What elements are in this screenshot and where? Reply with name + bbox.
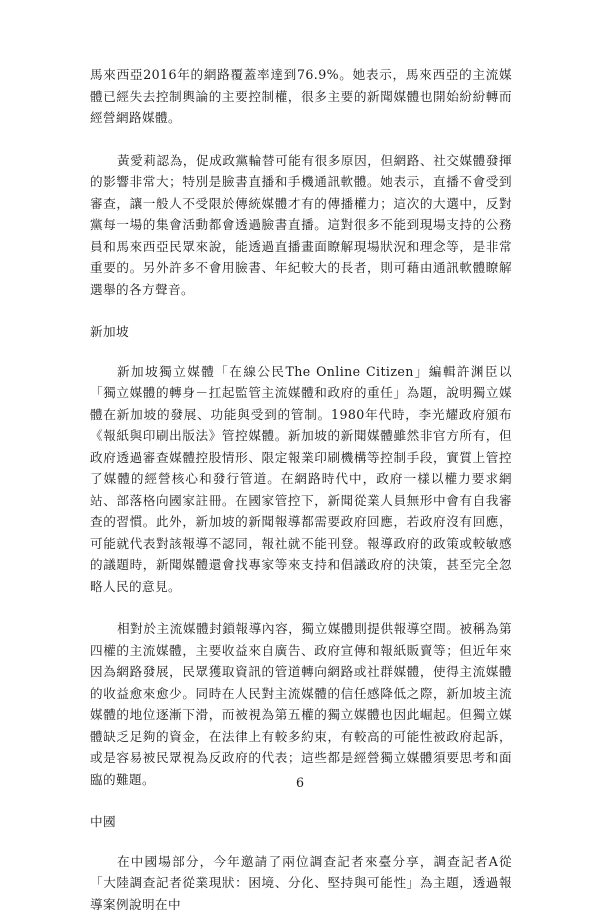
paragraph-singapore-independent-media: 相對於主流媒體封鎖報導內容，獨立媒體則提供報導空間。被稱為第四權的主流媒體，主要收益來自廣告、政府宣傳和報紙販賣等；但近年來因為網路發展，民眾獲取資訊的管道轉向網路或社群媒體，使得主流媒體的收益愈來愈少。同時在人民對主流媒體的信任感降低之際，新加坡主流媒體的地位逐漸下滑，而被視為第五權的獨立媒體也因此崛起。但獨立媒體缺乏足夠的資金，在法律上有較多約束，有較高的可能性被政府起訴，或是容易被民眾視為反政府的代表；這些都是經營獨立媒體須要思考和面臨的難題。 <box>90 618 512 790</box>
section-heading-china: 中國 <box>90 811 512 833</box>
paragraph-malaysia-coverage: 馬來西亞2016年的網路覆蓋率達到76.9%。她表示，馬來西亞的主流媒體已經失去控制輿論的主要控制權，很多主要的新聞媒體也開始紛紛轉而經營網路媒體。 <box>90 64 512 129</box>
paragraph-singapore-media-control: 新加坡獨立媒體「在線公民The Online Citizen」編輯許渊臣以「獨立媒體的轉身－扛起監管主流媒體和政府的重任」為題，說明獨立媒體在新加坡的發展、功能與受到的管制。1980年代時，李光耀政府頒布《報紙與印刷出版法》管控媒體。新加坡的新聞媒體雖然非官方所有，但政府透過審查媒體控股情形、限定報業印刷機構等控制手段，實質上管控了媒體的經營核心和發行管道。在網路時代中，政府一樣以權力要求網站、部落格向國家註冊。在國家管控下，新聞從業人員無形中會有自我審查的習慣。此外，新加坡的新聞報導都需要政府回應，若政府沒有回應，可能就代表對該報導不認同，報社就不能刊登。報導政府的政策或較敏感的議題時，新聞媒體還會找專家等來支持和倡議政府的決策，甚至完全忽略人民的意見。 <box>90 361 512 598</box>
paragraph-malaysia-live-streaming: 黃愛莉認為，促成政黨輪替可能有很多原因，但網路、社交媒體發揮的影響非常大；特別是臉書直播和手機通訊軟體。她表示，直播不會受到審查，讓一般人不受限於傳統媒體才有的傳播權力；這次的大選中，反對黨每一場的集會活動都會透過臉書直播。這對很多不能到現場支持的公務員和馬來西亞民眾來說，能透過直播畫面瞭解現場狀況和理念等，是非常重要的。另外許多不會用臉書、年紀較大的長者，則可藉由通訊軟體瞭解選舉的各方聲音。 <box>90 150 512 301</box>
page-number: 6 <box>0 775 600 791</box>
paragraph-china-intro: 在中國場部分，今年邀請了兩位調查記者來臺分享，調查記者A從「大陸調查記者從業現狀：困境、分化、堅持與可能性」為主題，透過報導案例說明在中 <box>90 851 512 915</box>
section-heading-singapore: 新加坡 <box>90 321 512 343</box>
